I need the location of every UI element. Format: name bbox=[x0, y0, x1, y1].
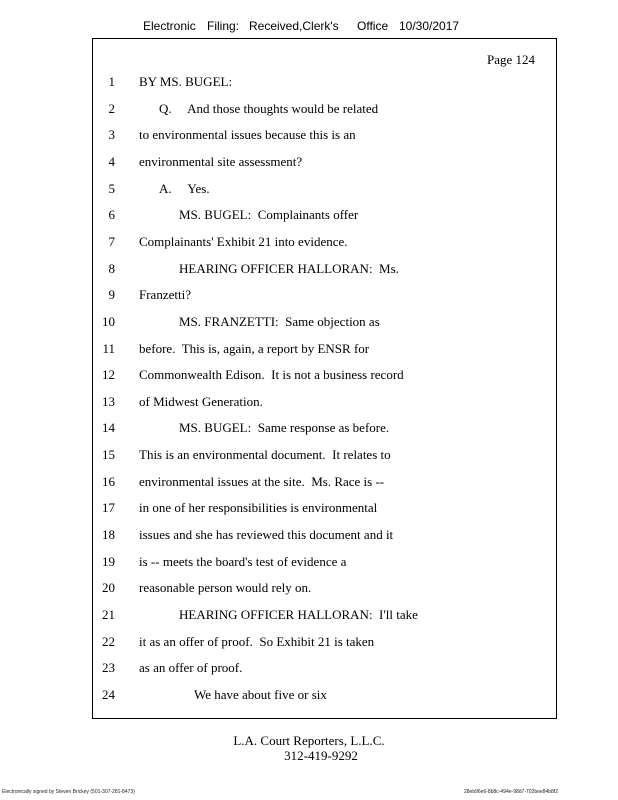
line-number: 11 bbox=[102, 340, 115, 356]
line-text: issues and she has reviewed this document and it bbox=[139, 527, 394, 543]
transcript-line bbox=[93, 341, 556, 367]
line-text: Q. And those thoughts would be related bbox=[159, 100, 379, 116]
footer-phone: 312-419-9292 bbox=[284, 748, 358, 763]
line-number: 1 bbox=[108, 74, 115, 89]
line-text: of Midwest Generation. bbox=[139, 393, 263, 409]
line-number: 19 bbox=[102, 553, 115, 569]
line-text: MS. BUGEL: Complainants offer bbox=[179, 207, 359, 223]
header-office: Office bbox=[357, 19, 389, 33]
line-text: We have about five or six bbox=[194, 686, 327, 702]
transcript-line bbox=[93, 687, 556, 713]
transcript-line bbox=[93, 101, 556, 127]
line-text: BY MS. BUGEL: bbox=[139, 74, 233, 89]
line-text: HEARING OFFICER HALLORAN: I'll take bbox=[179, 607, 418, 622]
line-number: 2 bbox=[108, 100, 115, 116]
transcript-line bbox=[93, 634, 556, 660]
line-text: MS. FRANZETTI: Same objection as bbox=[179, 313, 380, 329]
line-number: 23 bbox=[102, 660, 115, 676]
transcript-line bbox=[93, 154, 556, 180]
transcript-line bbox=[93, 74, 556, 100]
transcript-line bbox=[93, 580, 556, 606]
transcript-line bbox=[93, 500, 556, 526]
line-number: 17 bbox=[102, 500, 115, 516]
transcript-line bbox=[93, 181, 556, 207]
transcript-page bbox=[92, 38, 557, 719]
transcript-line bbox=[93, 367, 556, 393]
header-filing: Filing: bbox=[207, 19, 240, 33]
line-number: 14 bbox=[102, 420, 115, 436]
transcript-line bbox=[93, 660, 556, 686]
line-text: A. Yes. bbox=[159, 180, 210, 196]
line-text: is -- meets the board's test of evidence a bbox=[139, 553, 347, 569]
transcript-line bbox=[93, 234, 556, 260]
line-number: 9 bbox=[108, 287, 115, 303]
transcript-line bbox=[93, 420, 556, 446]
line-text: in one of her responsibilities is environmental bbox=[139, 500, 378, 516]
line-text: reasonable person would rely on. bbox=[139, 580, 312, 596]
line-number: 6 bbox=[108, 207, 115, 223]
transcript-line bbox=[93, 447, 556, 473]
line-text: it as an offer of proof. So Exhibit 21 is taken bbox=[139, 633, 375, 649]
transcript-line bbox=[93, 474, 556, 500]
transcript-line bbox=[93, 394, 556, 420]
line-number: 12 bbox=[102, 367, 115, 383]
line-number: 22 bbox=[102, 633, 115, 649]
line-number: 18 bbox=[102, 527, 115, 543]
line-text: Complainants' Exhibit 21 into evidence. bbox=[139, 233, 348, 249]
line-text: MS. BUGEL: Same response as before. bbox=[179, 420, 390, 436]
transcript-line bbox=[93, 287, 556, 313]
signature-right: 28eb96e6-8b8c-494e-98d7-702bee84b8f2 bbox=[464, 789, 558, 795]
line-text: Commonwealth Edison. It is not a business record bbox=[139, 367, 404, 383]
transcript-line bbox=[93, 554, 556, 580]
line-number: 5 bbox=[108, 180, 115, 196]
line-number: 15 bbox=[102, 447, 115, 463]
line-text: as an offer of proof. bbox=[139, 660, 243, 676]
filing-stamp-header bbox=[0, 19, 618, 37]
line-text: Franzetti? bbox=[139, 287, 191, 303]
page-number: Page 124 bbox=[486, 52, 535, 67]
transcript-line bbox=[93, 607, 556, 633]
transcript-line bbox=[93, 127, 556, 153]
line-number: 20 bbox=[102, 580, 115, 596]
line-text: environmental site assessment? bbox=[139, 153, 303, 169]
line-number: 7 bbox=[108, 233, 115, 249]
line-number: 16 bbox=[102, 473, 115, 489]
line-text: This is an environmental document. It relates to bbox=[139, 447, 391, 463]
line-number: 3 bbox=[108, 127, 115, 143]
line-number: 4 bbox=[108, 153, 115, 169]
transcript-line bbox=[93, 527, 556, 553]
line-text: before. This is, again, a report by ENSR for bbox=[139, 340, 370, 356]
line-text: environmental issues at the site. Ms. Race is -- bbox=[139, 473, 385, 489]
header-received: Received,Clerk's bbox=[249, 19, 339, 33]
line-number: 8 bbox=[108, 260, 115, 276]
header-date: 10/30/2017 bbox=[399, 19, 460, 33]
signature-left: Electronically signed by Steven Brickey (501-307-281-8473) bbox=[2, 789, 135, 795]
line-number: 24 bbox=[102, 686, 115, 702]
line-number: 13 bbox=[102, 393, 115, 409]
line-text: to environmental issues because this is an bbox=[139, 127, 356, 143]
transcript-line bbox=[93, 261, 556, 287]
header-electronic: Electronic bbox=[143, 19, 196, 33]
transcript-line bbox=[93, 207, 556, 233]
line-number: 21 bbox=[102, 607, 115, 622]
line-number: 10 bbox=[102, 313, 115, 329]
line-text: HEARING OFFICER HALLORAN: Ms. bbox=[179, 260, 399, 276]
transcript-line bbox=[93, 314, 556, 340]
footer-company: L.A. Court Reporters, L.L.C. bbox=[233, 733, 385, 748]
